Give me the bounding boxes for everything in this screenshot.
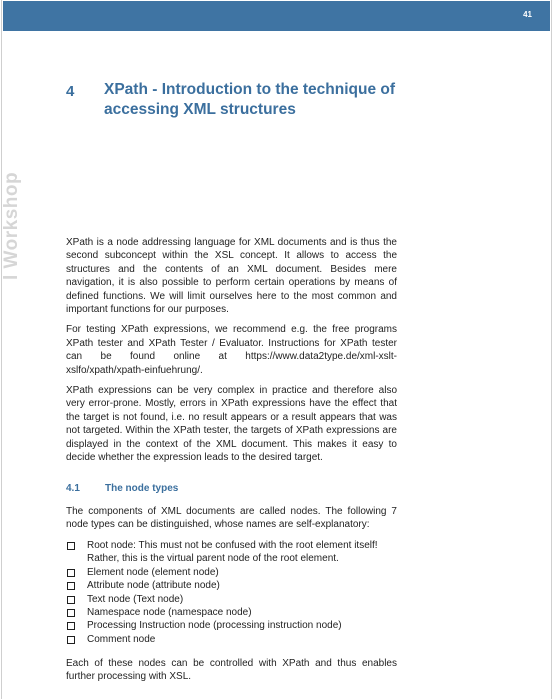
section-intro-paragraph: The components of XML documents are called nodes. The following 7 node types can be distinguished, whose names are self-explanatory:: [66, 506, 397, 531]
section-number: 4.1: [66, 483, 80, 494]
section-title: The node types: [105, 483, 179, 494]
list-item: Processing Instruction node (processing instruction node): [66, 619, 401, 632]
node-type-list: [66, 539, 401, 646]
checkbox-bullet-icon: [67, 582, 75, 590]
side-section-label: l Workshop: [1, 171, 22, 280]
page-edge-left: [1, 0, 2, 699]
checkbox-bullet-icon: [67, 636, 75, 644]
list-item: Root node: This must not be confused with the root element itself! Rather, this is the virtual parent node of the root element.: [66, 539, 401, 566]
checkbox-bullet-icon: [67, 609, 75, 617]
page-edge-right: [551, 0, 552, 699]
section-intro: [66, 505, 397, 539]
list-item: Namespace node (namespace node): [66, 606, 401, 619]
checkbox-bullet-icon: [67, 596, 75, 604]
chapter-title: XPath - Introduction to the technique of accessing XML structures: [104, 81, 396, 118]
list-item: Element node (element node): [66, 566, 401, 579]
section-outro: [66, 657, 397, 691]
intro-text: [66, 236, 397, 472]
list-item: Text node (Text node): [66, 593, 401, 606]
list-item: Comment node: [66, 633, 401, 646]
intro-paragraph-1: XPath is a node addressing language for XML documents and is thus the second subconcept within the XSL concept. It allows to access the structures and the contents of an XML document. Besides mere navigation, it is also possible to perform certain operations by means of defined functions. We will limit ourselves here to the most common and important functions for our purposes.: [66, 237, 397, 316]
section-outro-paragraph: Each of these nodes can be controlled with XPath and thus enables further processing with XSL.: [66, 658, 397, 683]
intro-paragraph-3: XPath expressions can be very complex in practice and therefore also very error-prone. Mostly, errors in XPath expressions have the effect that the target is not found, i.e. no result appears or a result appears that was not targeted. Within the XPath tester, the targets of XPath expressions are displayed in the context of the XML document. This makes it easy to decide whether the expression leads to the desired target.: [66, 385, 397, 464]
checkbox-bullet-icon: [67, 542, 75, 550]
page-number: 41: [523, 10, 532, 19]
checkbox-bullet-icon: [67, 622, 75, 630]
header-bar: [3, 1, 550, 31]
list-item: Attribute node (attribute node): [66, 579, 401, 592]
chapter-number: 4: [66, 83, 75, 100]
intro-paragraph-2: For testing XPath expressions, we recommend e.g. the free programs XPath tester and XPath Tester / Evaluator. Instructions for XPath tester can be found online at https://www.data2type.de/xml-xslt-xslfo/xpath/xpath-einfuehrung/.: [66, 324, 397, 376]
checkbox-bullet-icon: [67, 569, 75, 577]
